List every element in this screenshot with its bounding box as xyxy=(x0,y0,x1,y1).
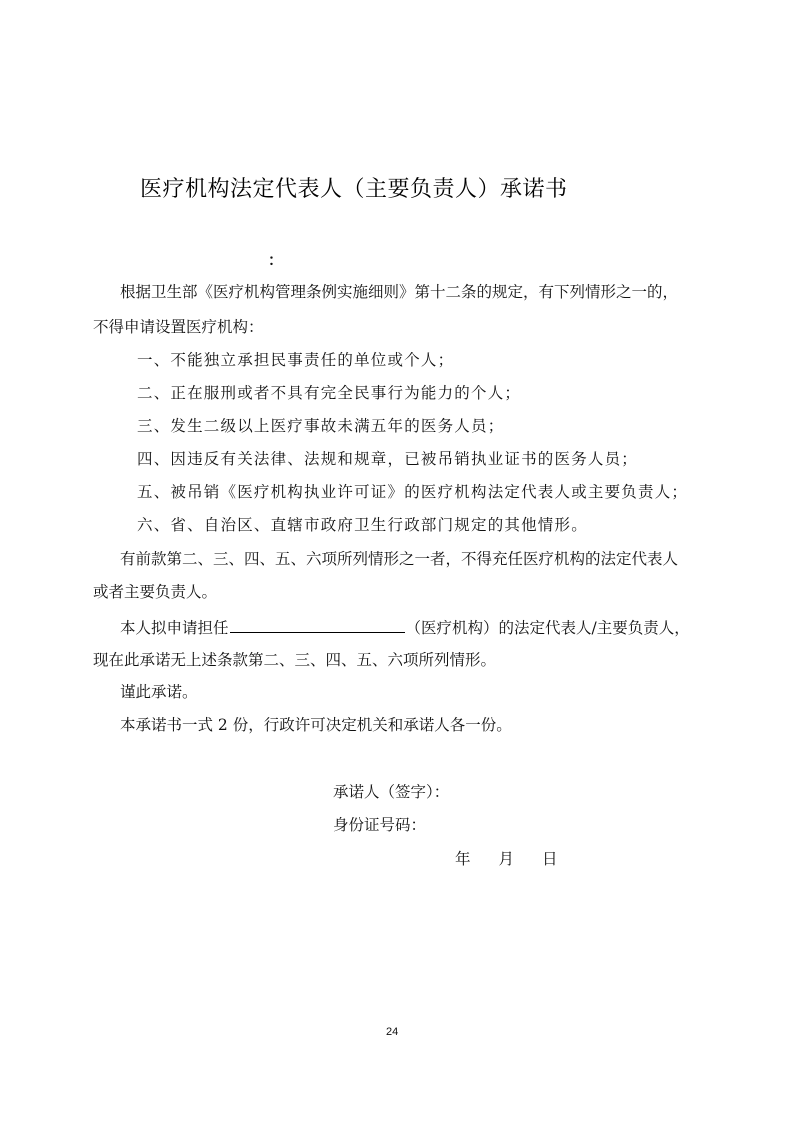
document-title: 医疗机构法定代表人（主要负责人）承诺书 xyxy=(140,177,568,202)
signer-label: 承诺人（签字）： xyxy=(333,783,450,801)
id-number-label: 身份证号码： xyxy=(333,816,427,834)
copies-line: 本承诺书一式 2 份，行政许可决定机关和承诺人各一份。 xyxy=(120,716,512,734)
list-item: 一、不能独立承担民事责任的单位或个人； xyxy=(137,351,455,369)
pledge-line-2: 现在此承诺无上述条款第二、三、四、五、六项所列情形。 xyxy=(93,651,497,669)
page-number: 24 xyxy=(386,1026,399,1038)
list-item: 三、发生二级以上医疗事故未满五年的医务人员； xyxy=(137,417,505,435)
addressee-colon: ： xyxy=(268,251,284,269)
intro-line-1: 根据卫生部《医疗机构管理条例实施细则》第十二条的规定，有下列情形之一的， xyxy=(120,283,679,301)
list-item: 四、因违反有关法律、法规和规章，已被吊销执业证书的医务人员； xyxy=(137,450,639,468)
list-item: 二、正在服刑或者不具有完全民事行为能力的个人； xyxy=(137,384,522,402)
pledge-line-1 xyxy=(120,616,690,638)
respect-line: 谨此承诺。 xyxy=(120,683,198,701)
date-year: 年 xyxy=(455,850,471,868)
note-line-1: 有前款第二、三、四、五、六项所列情形之一者，不得充任医疗机构的法定代表人 xyxy=(120,550,679,568)
list-item: 六、省、自治区、直辖市政府卫生行政部门规定的其他情形。 xyxy=(137,516,588,534)
date-month: 月 xyxy=(498,850,515,868)
institution-name-blank[interactable] xyxy=(230,616,405,633)
pledge-suffix: （医疗机构）的法定代表人/主要负责人， xyxy=(405,619,690,637)
date-line xyxy=(455,849,558,869)
note-line-2: 或者主要负责人。 xyxy=(93,583,218,601)
intro-line-2: 不得申请设置医疗机构： xyxy=(93,318,264,336)
pledge-prefix: 本人拟申请担任 xyxy=(120,619,229,637)
date-day: 日 xyxy=(542,850,558,868)
list-item: 五、被吊销《医疗机构执业许可证》的医疗机构法定代表人或主要负责人； xyxy=(137,483,689,501)
